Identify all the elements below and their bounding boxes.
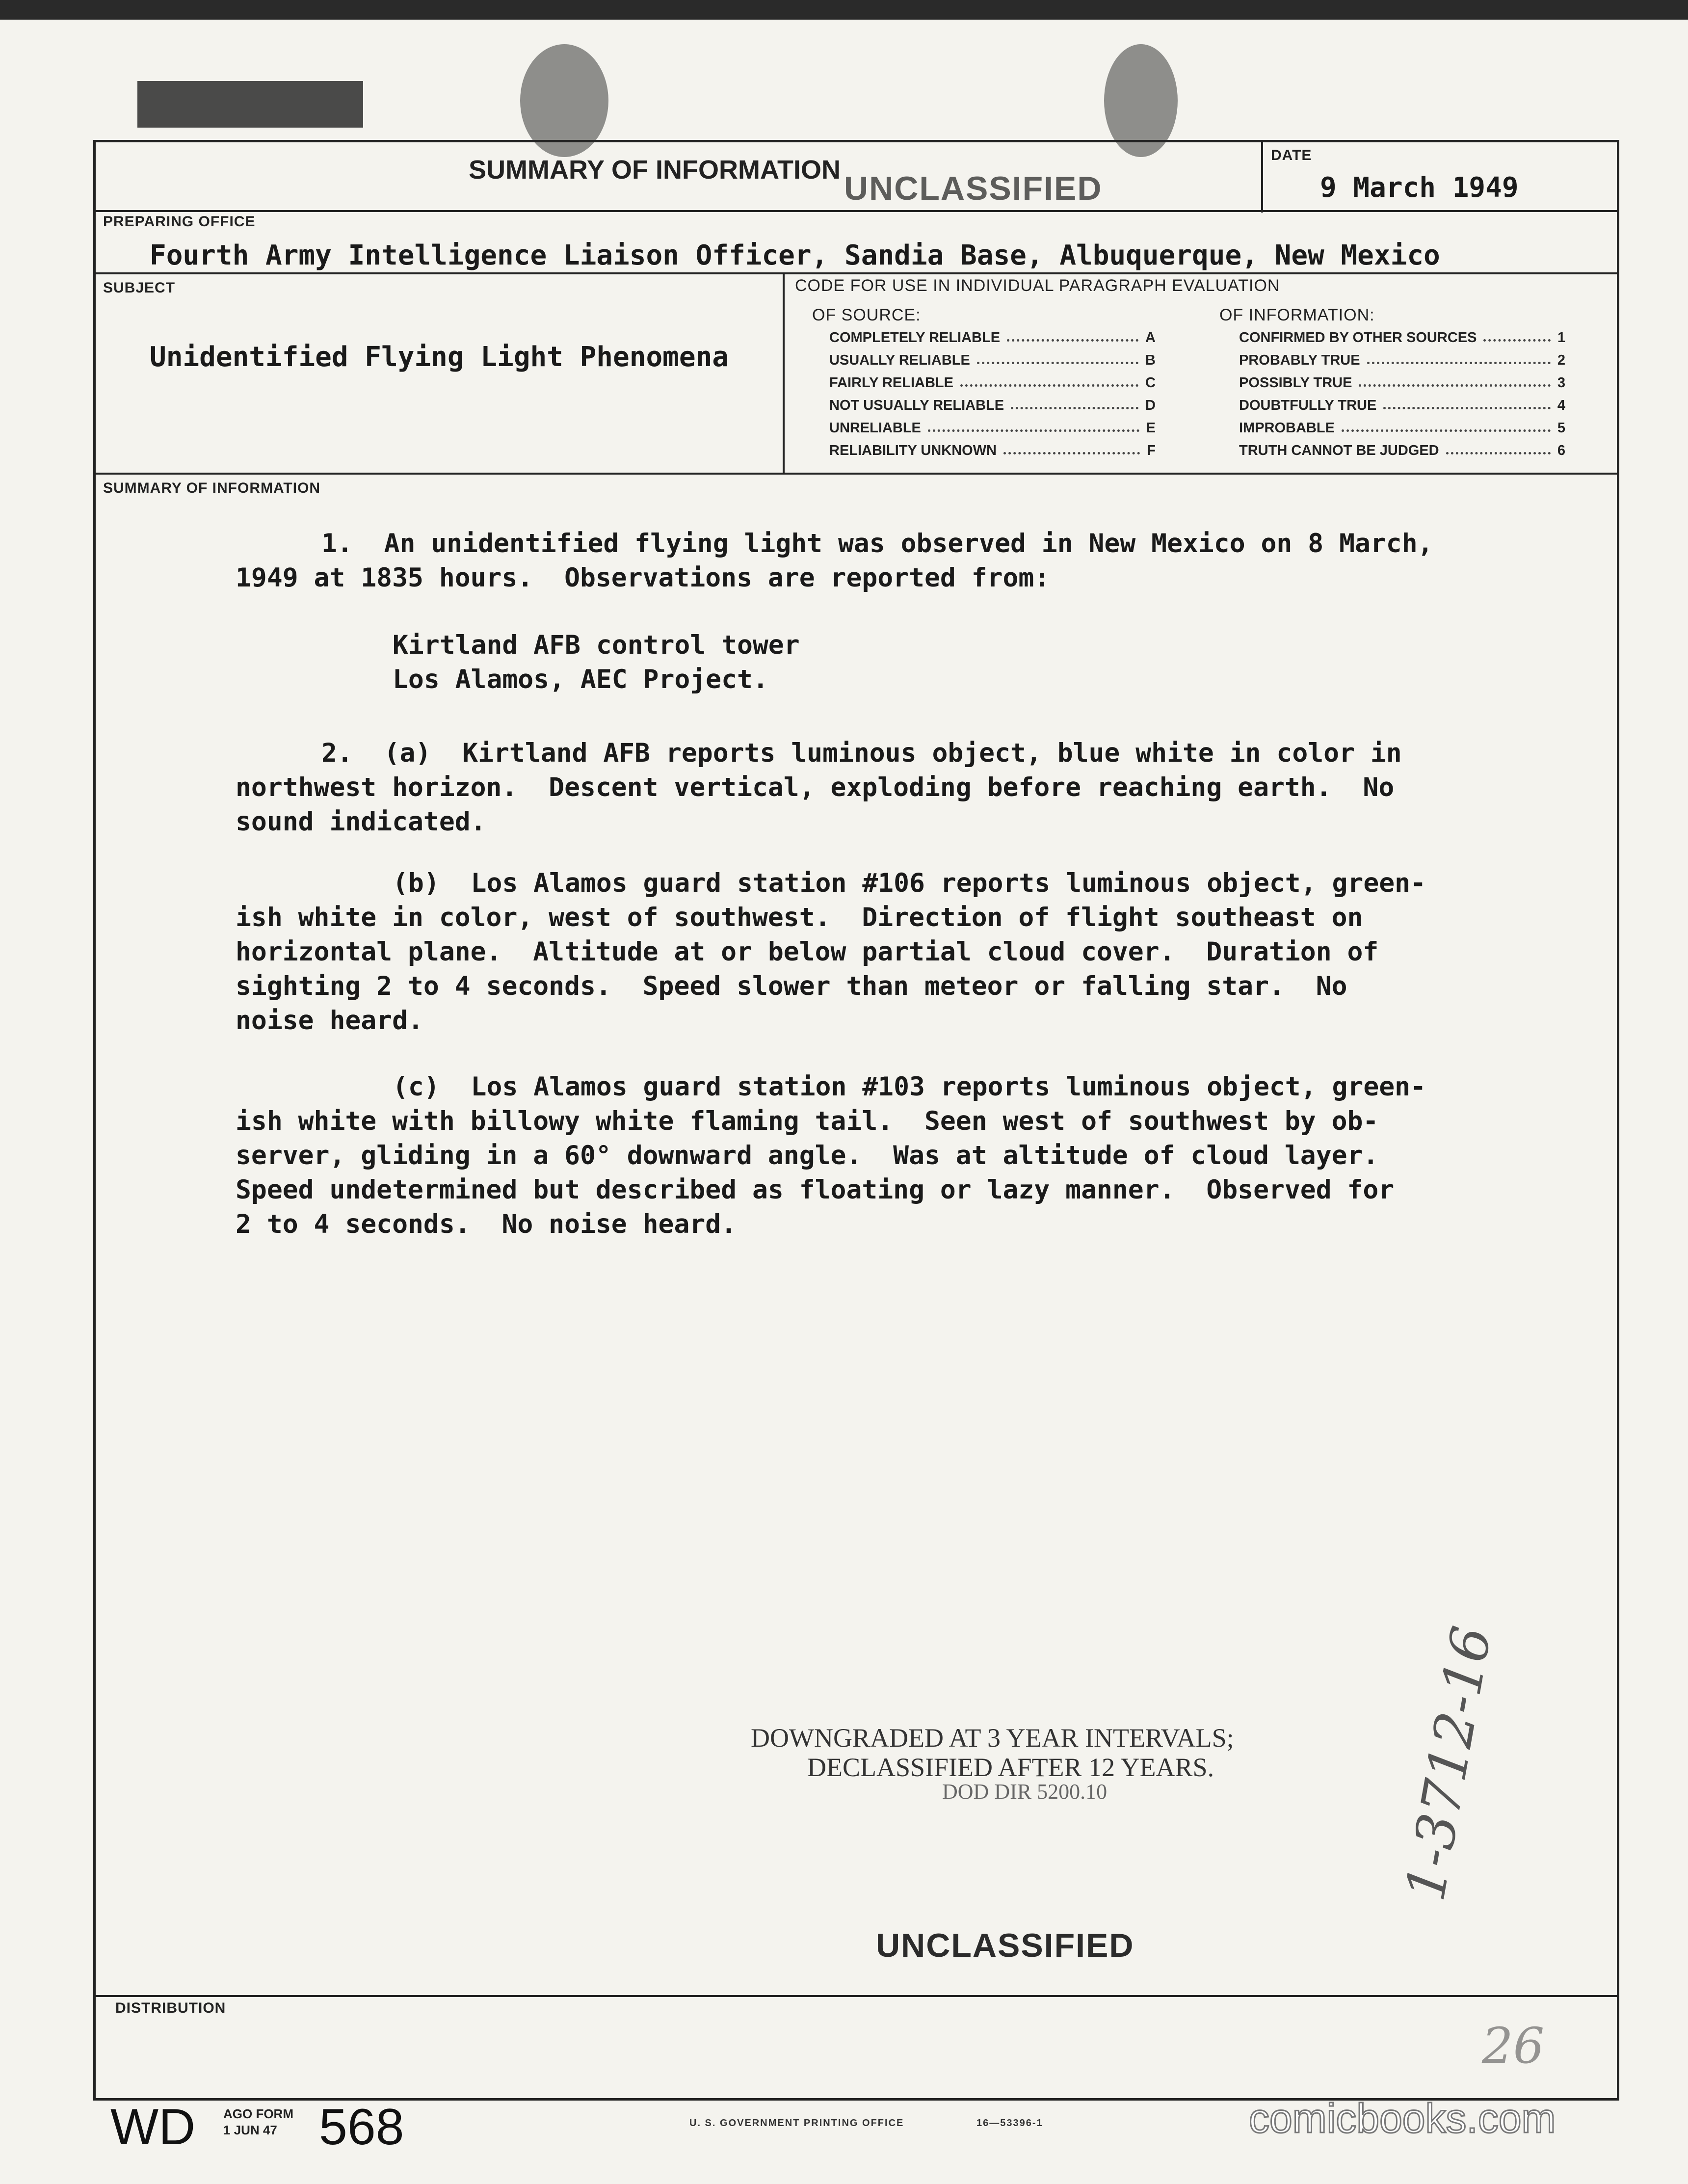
paragraph-2c-line: (c) Los Alamos guard station #103 reports luminous object, green-: [393, 1072, 1426, 1102]
paragraph-2c-line: Speed undetermined but described as floating or lazy manner. Observed for: [236, 1175, 1395, 1205]
handwritten-page-number: 26: [1482, 2017, 1545, 2075]
source-code-row: FAIRLY RELIABLE C: [829, 374, 1156, 391]
location-kirtland: Kirtland AFB control tower: [393, 630, 800, 660]
source-code-list: [829, 326, 1156, 462]
paragraph-2c-line: server, gliding in a 60° downward angle. Was at altitude of cloud layer.: [236, 1141, 1379, 1171]
information-code-row: DOUBTFULLY TRUE 4: [1239, 397, 1565, 413]
paragraph-2c-line: 2 to 4 seconds. No noise heard.: [236, 1209, 737, 1239]
paragraph-2b-line: horizontal plane. Altitude at or below partial cloud cover. Duration of: [236, 937, 1379, 967]
footer-printing-office: U. S. GOVERNMENT PRINTING OFFICE: [689, 2118, 904, 2129]
paragraph-2b-line: sighting 2 to 4 seconds. Speed slower than meteor or falling star. No: [236, 971, 1347, 1001]
preparing-office-value: Fourth Army Intelligence Liaison Officer, Sandia Base, Albuquerque, New Mexico: [150, 240, 1440, 271]
information-code-row: IMPROBABLE 5: [1239, 420, 1565, 436]
information-code-row: CONFIRMED BY OTHER SOURCES 1: [1239, 329, 1565, 346]
subject-divider: [783, 272, 785, 474]
downgrade-line-3: DOD DIR 5200.10: [942, 1780, 1108, 1804]
paragraph-2c-line: ish white with billowy white flaming tail. Seen west of southwest by ob-: [236, 1106, 1379, 1136]
scan-top-edge: [0, 0, 1688, 20]
redaction-mark: [137, 81, 363, 128]
handwritten-side-number: 1-3712-16: [1394, 1622, 1504, 1906]
footer-ago-date: 1 JUN 47: [223, 2123, 277, 2137]
date-label: DATE: [1271, 147, 1312, 163]
classification-stamp-top: UNCLASSIFIED: [844, 170, 1103, 207]
source-code-row: USUALLY RELIABLE B: [829, 352, 1156, 368]
date-divider: [1261, 140, 1263, 213]
footer-ago-form: AGO FORM: [223, 2106, 293, 2121]
divider-title: [93, 210, 1619, 212]
distribution-label: DISTRIBUTION: [115, 2000, 226, 2016]
downgrade-line-2: DECLASSIFIED AFTER 12 YEARS.: [807, 1753, 1214, 1782]
source-code-row: NOT USUALLY RELIABLE D: [829, 397, 1156, 413]
paragraph-1-line-1: 1. An unidentified flying light was observed in New Mexico on 8 March,: [321, 529, 1433, 559]
information-code-row: PROBABLY TRUE 2: [1239, 352, 1565, 368]
source-code-row: COMPLETELY RELIABLE A: [829, 329, 1156, 346]
footer-wd: WD: [110, 2099, 196, 2156]
code-information-heading: OF INFORMATION:: [1219, 306, 1375, 324]
date-value: 9 March 1949: [1320, 172, 1519, 204]
preparing-office-label: PREPARING OFFICE: [103, 213, 256, 230]
source-code-row: UNRELIABLE E: [829, 420, 1156, 436]
divider-distribution: [93, 1995, 1619, 1997]
footer-print-code: 16—53396-1: [976, 2118, 1043, 2129]
information-code-row: TRUTH CANNOT BE JUDGED 6: [1239, 442, 1565, 458]
information-code-list: [1239, 326, 1565, 462]
paragraph-1-line-2: 1949 at 1835 hours. Observations are reported from:: [236, 563, 1050, 593]
divider-subject: [93, 473, 1619, 475]
footer-form-number: 568: [319, 2099, 404, 2156]
code-source-heading: OF SOURCE:: [812, 306, 921, 324]
paragraph-2a-line: sound indicated.: [236, 807, 486, 837]
paragraph-2b-line: noise heard.: [236, 1006, 423, 1036]
source-code-row: RELIABILITY UNKNOWN F: [829, 442, 1156, 458]
downgrade-line-1: DOWNGRADED AT 3 YEAR INTERVALS;: [751, 1723, 1234, 1753]
site-watermark: comicbooks.com: [1249, 2095, 1556, 2141]
paragraph-2b-line: ish white in color, west of southwest. Direction of flight southeast on: [236, 903, 1363, 932]
paragraph-2b-line: (b) Los Alamos guard station #106 reports luminous object, green-: [393, 868, 1426, 898]
information-code-row: POSSIBLY TRUE 3: [1239, 374, 1565, 391]
location-los-alamos: Los Alamos, AEC Project.: [393, 665, 768, 694]
summary-label: SUMMARY OF INFORMATION: [103, 480, 321, 496]
classification-stamp-bottom: UNCLASSIFIED: [876, 1927, 1134, 1964]
subject-label: SUBJECT: [103, 280, 176, 296]
paragraph-2a-line: 2. (a) Kirtland AFB reports luminous object, blue white in color in: [321, 738, 1402, 768]
paragraph-2a-line: northwest horizon. Descent vertical, exploding before reaching earth. No: [236, 772, 1395, 802]
divider-office: [93, 272, 1619, 274]
code-heading: CODE FOR USE IN INDIVIDUAL PARAGRAPH EVALUATION: [795, 276, 1280, 295]
subject-value: Unidentified Flying Light Phenomena: [150, 341, 729, 373]
form-title: SUMMARY OF INFORMATION: [469, 155, 841, 185]
